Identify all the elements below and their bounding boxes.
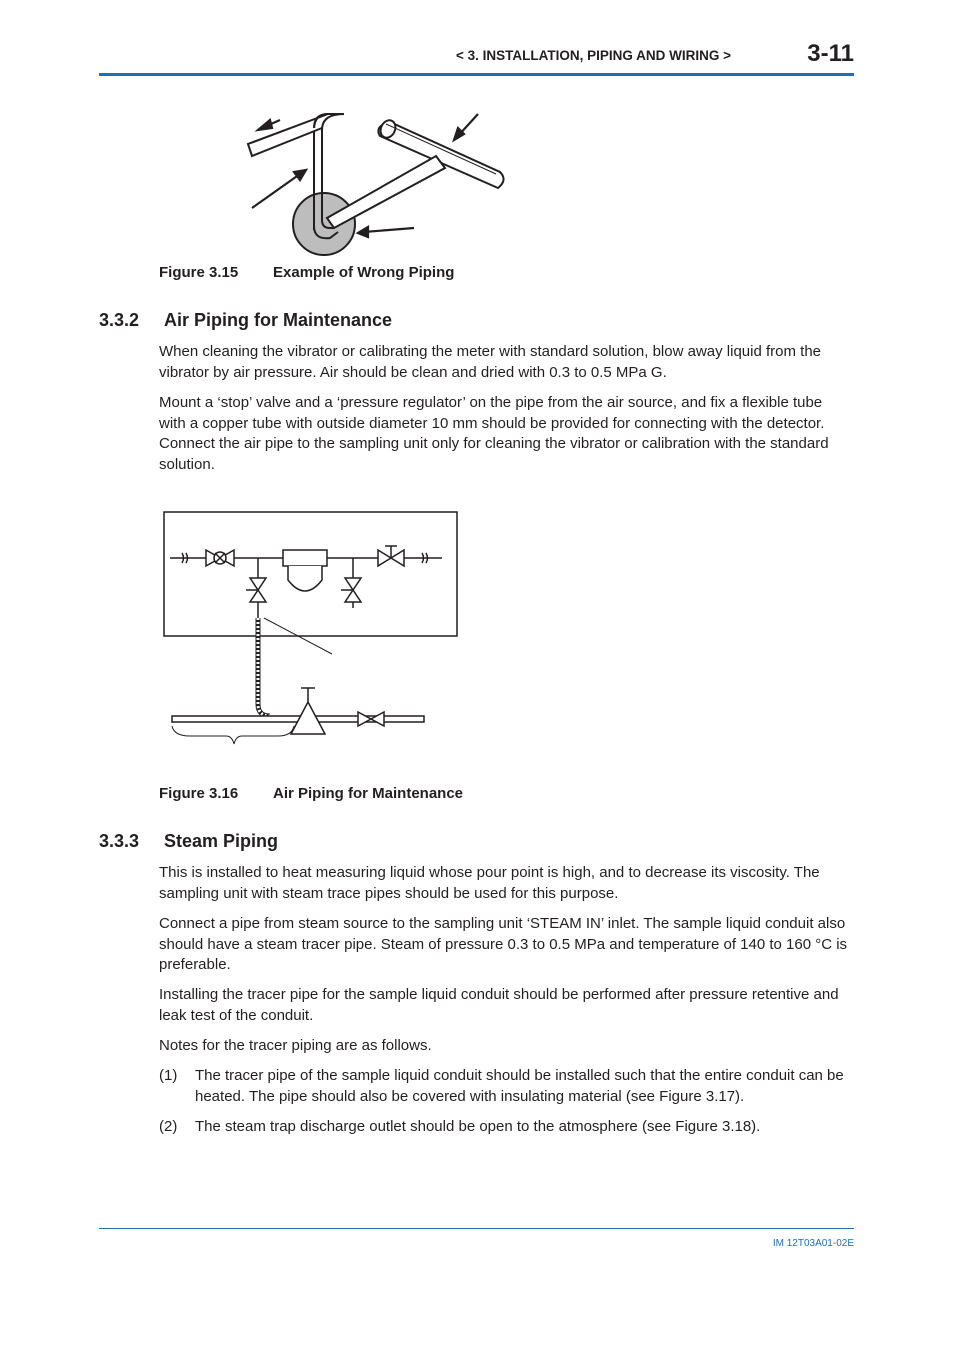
- section-number: 3.3.3: [99, 831, 140, 851]
- figure-3-15-drawing: [230, 100, 530, 260]
- section-heading-3-3-3: [99, 831, 278, 852]
- list-text: The steam trap discharge outlet should be open to the atmosphere (see Figure 3.18).: [195, 1118, 761, 1135]
- list-number: (2): [159, 1118, 178, 1135]
- chapter-header: < 3. INSTALLATION, PIPING AND WIRING >: [455, 48, 731, 63]
- stop-valve-supply: [358, 712, 371, 726]
- list-number: (1): [159, 1067, 178, 1084]
- branch-pipe: [327, 156, 445, 228]
- section-title: Steam Piping: [164, 831, 279, 851]
- document-id: IM 12T03A01-02E: [772, 1238, 854, 1249]
- brace: [172, 726, 294, 744]
- footer-rule: [99, 1228, 854, 1229]
- list-item: [159, 1066, 849, 1107]
- detector-body: [283, 550, 327, 566]
- paragraph: Notes for the tracer piping are as follows.: [159, 1037, 432, 1054]
- figure-title: Air Piping for Maintenance: [273, 785, 464, 802]
- header-rule: [99, 73, 854, 76]
- paragraph: This is installed to heat measuring liquid whose pour point is high, and to decrease its viscosity. The sampling unit with steam trace pipes should be used for this purpose.: [159, 864, 820, 902]
- paragraph: Mount a ‘stop’ valve and a ‘pressure regulator’ on the pipe from the air source, and fix a flexible tube with a copper tube with outside diameter 10 mm should be provided for connecting with the detector. Connect the air pipe to the sampling unit only for cleaning the vibrator or calibration with the standard solution.: [159, 394, 829, 473]
- figure-title: Example of Wrong Piping: [273, 264, 455, 281]
- figure-3-16-drawing: [160, 508, 462, 748]
- list-item: [159, 1117, 849, 1138]
- list-text: The tracer pipe of the sample liquid conduit should be installed such that the entire conduit can be heated. The pipe should also be covered with insulating material (see Figure 3.17).: [195, 1067, 844, 1105]
- section-heading-3-3-2: [99, 310, 392, 331]
- figure-3-15-caption: [159, 264, 454, 281]
- figure-3-16-caption: [159, 785, 463, 802]
- figure-number: Figure 3.16: [159, 785, 239, 802]
- figure-number: Figure 3.15: [159, 264, 239, 281]
- detector-circle: [293, 193, 355, 255]
- section-number: 3.3.2: [99, 310, 140, 330]
- section-title: Air Piping for Maintenance: [164, 310, 393, 330]
- paragraph: Connect a pipe from steam source to the sampling unit ‘STEAM IN’ inlet. The sample liquid conduit also should have a steam tracer pipe. Steam of pressure 0.3 to 0.5 MPa and temperature of 140 to 160 °C is preferable.: [159, 915, 848, 973]
- paragraph: Installing the tracer pipe for the sample liquid conduit should be performed after pressure retentive and leak test of the conduit.: [159, 986, 839, 1024]
- page-number: 3-11: [807, 40, 854, 67]
- paragraph: When cleaning the vibrator or calibrating the meter with standard solution, blow away liquid from the vibrator by air pressure. Air should be clean and dried with 0.3 to 0.5 MPa G.: [159, 343, 822, 381]
